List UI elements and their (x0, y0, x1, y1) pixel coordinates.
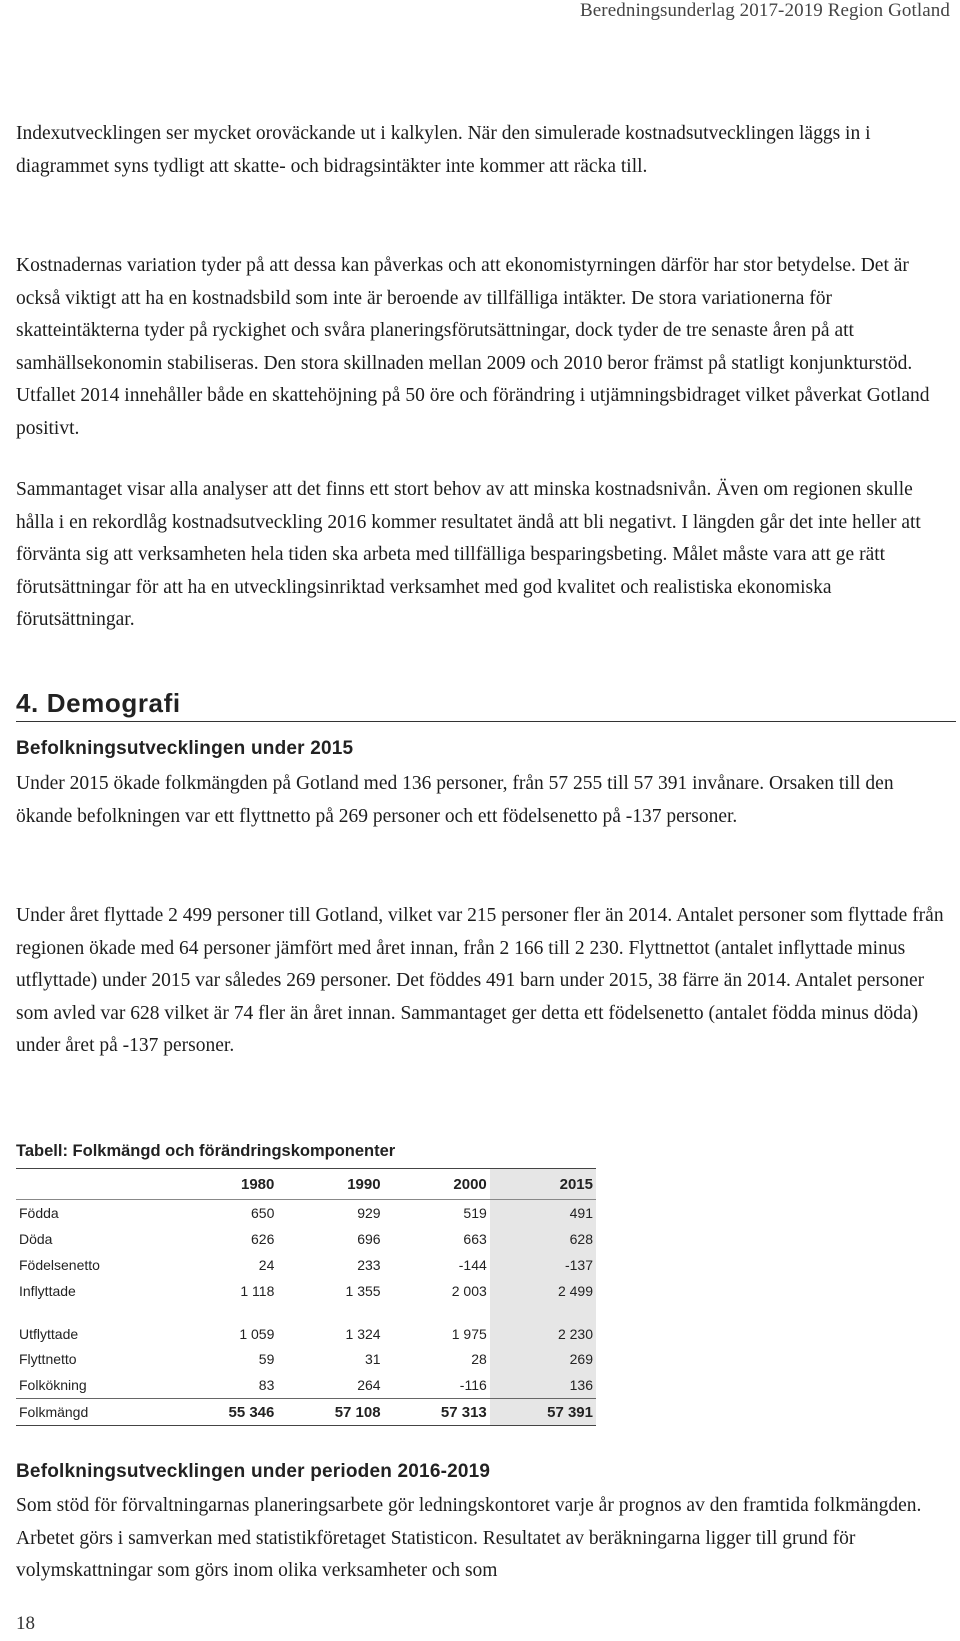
running-header: Beredningsunderlag 2017-2019 Region Gotland (580, 0, 950, 21)
table-row (16, 1226, 596, 1252)
cell: 83 (258, 1377, 275, 1393)
paragraph-forecast: Som stöd för förvaltningarnas planeringsarbete gör ledningskontoret varje år prognos av den framtida folkmängden. Arbetet görs i samverkan med statistikföretaget Statisticon. Resultatet av beräkningarna ligger till grund för volymskattningar som görs inom olika verksamheter och som (16, 1495, 922, 1582)
section-heading-demografi: 4. Demografi (16, 688, 956, 722)
column-header: 1980 (171, 1169, 277, 1200)
row-label: Folkökning (19, 1377, 87, 1393)
header-empty-cell (16, 1169, 171, 1200)
cell: 57 391 (490, 1399, 596, 1426)
cell: 1 355 (345, 1283, 381, 1299)
cell: 628 (490, 1226, 596, 1252)
cell: 696 (357, 1231, 381, 1247)
subheading-2015: Befolkningsutvecklingen under 2015 (16, 738, 354, 759)
page-number: 18 (16, 1613, 35, 1634)
paragraph-index-development: Indexutvecklingen ser mycket oroväckande ut i kalkylen. När den simulerade kostnadsutvecklingen läggs in i diagrammet syns tydligt att skatte- och bidragsintäkter inte kommer att räcka till. (16, 123, 871, 177)
cell: 28 (471, 1351, 487, 1367)
paragraph-population-2015: Under 2015 ökade folkmängden på Gotland med 136 personer, från 57 255 till 57 391 invånare. Orsaken till den ökande befolkningen var ett flyttnetto på 269 personer och ett födelsenetto på -137 personer. (16, 773, 894, 827)
cell: 1 324 (345, 1326, 381, 1342)
cell: 136 (490, 1372, 596, 1399)
table-row-total (16, 1399, 596, 1426)
table-row (16, 1278, 596, 1304)
cell: 57 313 (384, 1399, 490, 1426)
paragraph-migration: Under året flyttade 2 499 personer till Gotland, vilket var 215 personer fler än 2014. Antalet personer som flyttade från regionen ökade med 64 personer jämfört med året innan, från 2 166 till 2 230. Flyttnettot (antalet inflyttade minus utflyttade) under 2015 var således 269 personer. Det föddes 491 barn under 2015, 38 färre än 2014. Antalet personer som avled var 628 vilket är 74 fler än året innan. Sammantaget ger detta ett födelsenetto (antalet födda minus döda) under året på -137 personer. (16, 905, 944, 1057)
cell: 233 (357, 1257, 381, 1273)
table-row (16, 1304, 596, 1346)
row-label: Flyttnetto (19, 1351, 77, 1367)
column-header: 2015 (490, 1169, 596, 1200)
cell: 663 (463, 1231, 487, 1247)
paragraph-cost-variation: Kostnadernas variation tyder på att dessa kan påverkas och att ekonomistyrningen därför har stor betydelse. Det är också viktigt att ha en kostnadsbild som inte är beroende av tillfälliga intäkter. De stora variationerna för skatteintäkterna tyder på ryckighet och svåra planeringsförutsättningar, dock tyder de tre senaste åren på att samhällsekonomin stabiliseras. Den stora skillnaden mellan 2009 och 2010 beror främst på statligt konjunkturstöd. Utfallet 2014 innehåller både en skattehöjning på 50 öre och förändring i utjämningsbidraget vilket påverkat Gotland positivt. (16, 255, 930, 439)
cell: 519 (463, 1205, 487, 1221)
cell: -116 (459, 1377, 487, 1393)
cell: 269 (490, 1346, 596, 1372)
cell: 55 346 (171, 1399, 277, 1426)
row-label: Döda (19, 1231, 53, 1247)
row-label: Födda (19, 1205, 59, 1221)
row-label: Utflyttade (19, 1326, 79, 1342)
table-row (16, 1200, 596, 1227)
cell: 491 (490, 1200, 596, 1227)
population-table (16, 1168, 596, 1426)
table-header-row (16, 1169, 596, 1200)
table-row (16, 1252, 596, 1278)
cell: 1 975 (451, 1326, 487, 1342)
row-label: Inflyttade (19, 1283, 76, 1299)
cell: -137 (490, 1252, 596, 1278)
cell: 264 (357, 1377, 381, 1393)
cell: 2 003 (451, 1283, 487, 1299)
paragraph-summary: Sammantaget visar alla analyser att det finns ett stort behov av att minska kostnadsnivån. Även om regionen skulle hålla i en rekordlåg kostnadsutveckling 2016 kommer resultatet ändå att bli negativt. I längden går det inte heller att förvänta sig att verksamheten hela tiden ska arbeta med tillfälliga besparingsbeting. Målet måste vara att ge rätt förutsättningar för att ha en utvecklingsinriktad verksamhet med god kvalitet och realistiska ekonomiska förutsättningar. (16, 479, 921, 631)
cell: 57 108 (277, 1399, 383, 1426)
cell: 650 (251, 1205, 275, 1221)
cell: 24 (258, 1257, 275, 1273)
cell: 626 (251, 1231, 275, 1247)
row-label: Folkmängd (16, 1399, 171, 1426)
subheading-2016-2019: Befolkningsutvecklingen under perioden 2016-2019 (16, 1461, 491, 1482)
cell: 1 059 (239, 1326, 275, 1342)
table-row (16, 1372, 596, 1399)
row-label: Födelsenetto (19, 1257, 100, 1273)
column-header: 2000 (384, 1169, 490, 1200)
cell: 2 230 (490, 1304, 596, 1346)
column-header: 1990 (277, 1169, 383, 1200)
table-row (16, 1346, 596, 1372)
cell: 2 499 (490, 1278, 596, 1304)
cell: 929 (357, 1205, 381, 1221)
cell: 1 118 (240, 1283, 275, 1299)
cell: 31 (365, 1351, 381, 1367)
cell: 59 (258, 1351, 275, 1367)
table-caption: Tabell: Folkmängd och förändringskomponenter (16, 1142, 396, 1160)
cell: -144 (458, 1257, 487, 1273)
